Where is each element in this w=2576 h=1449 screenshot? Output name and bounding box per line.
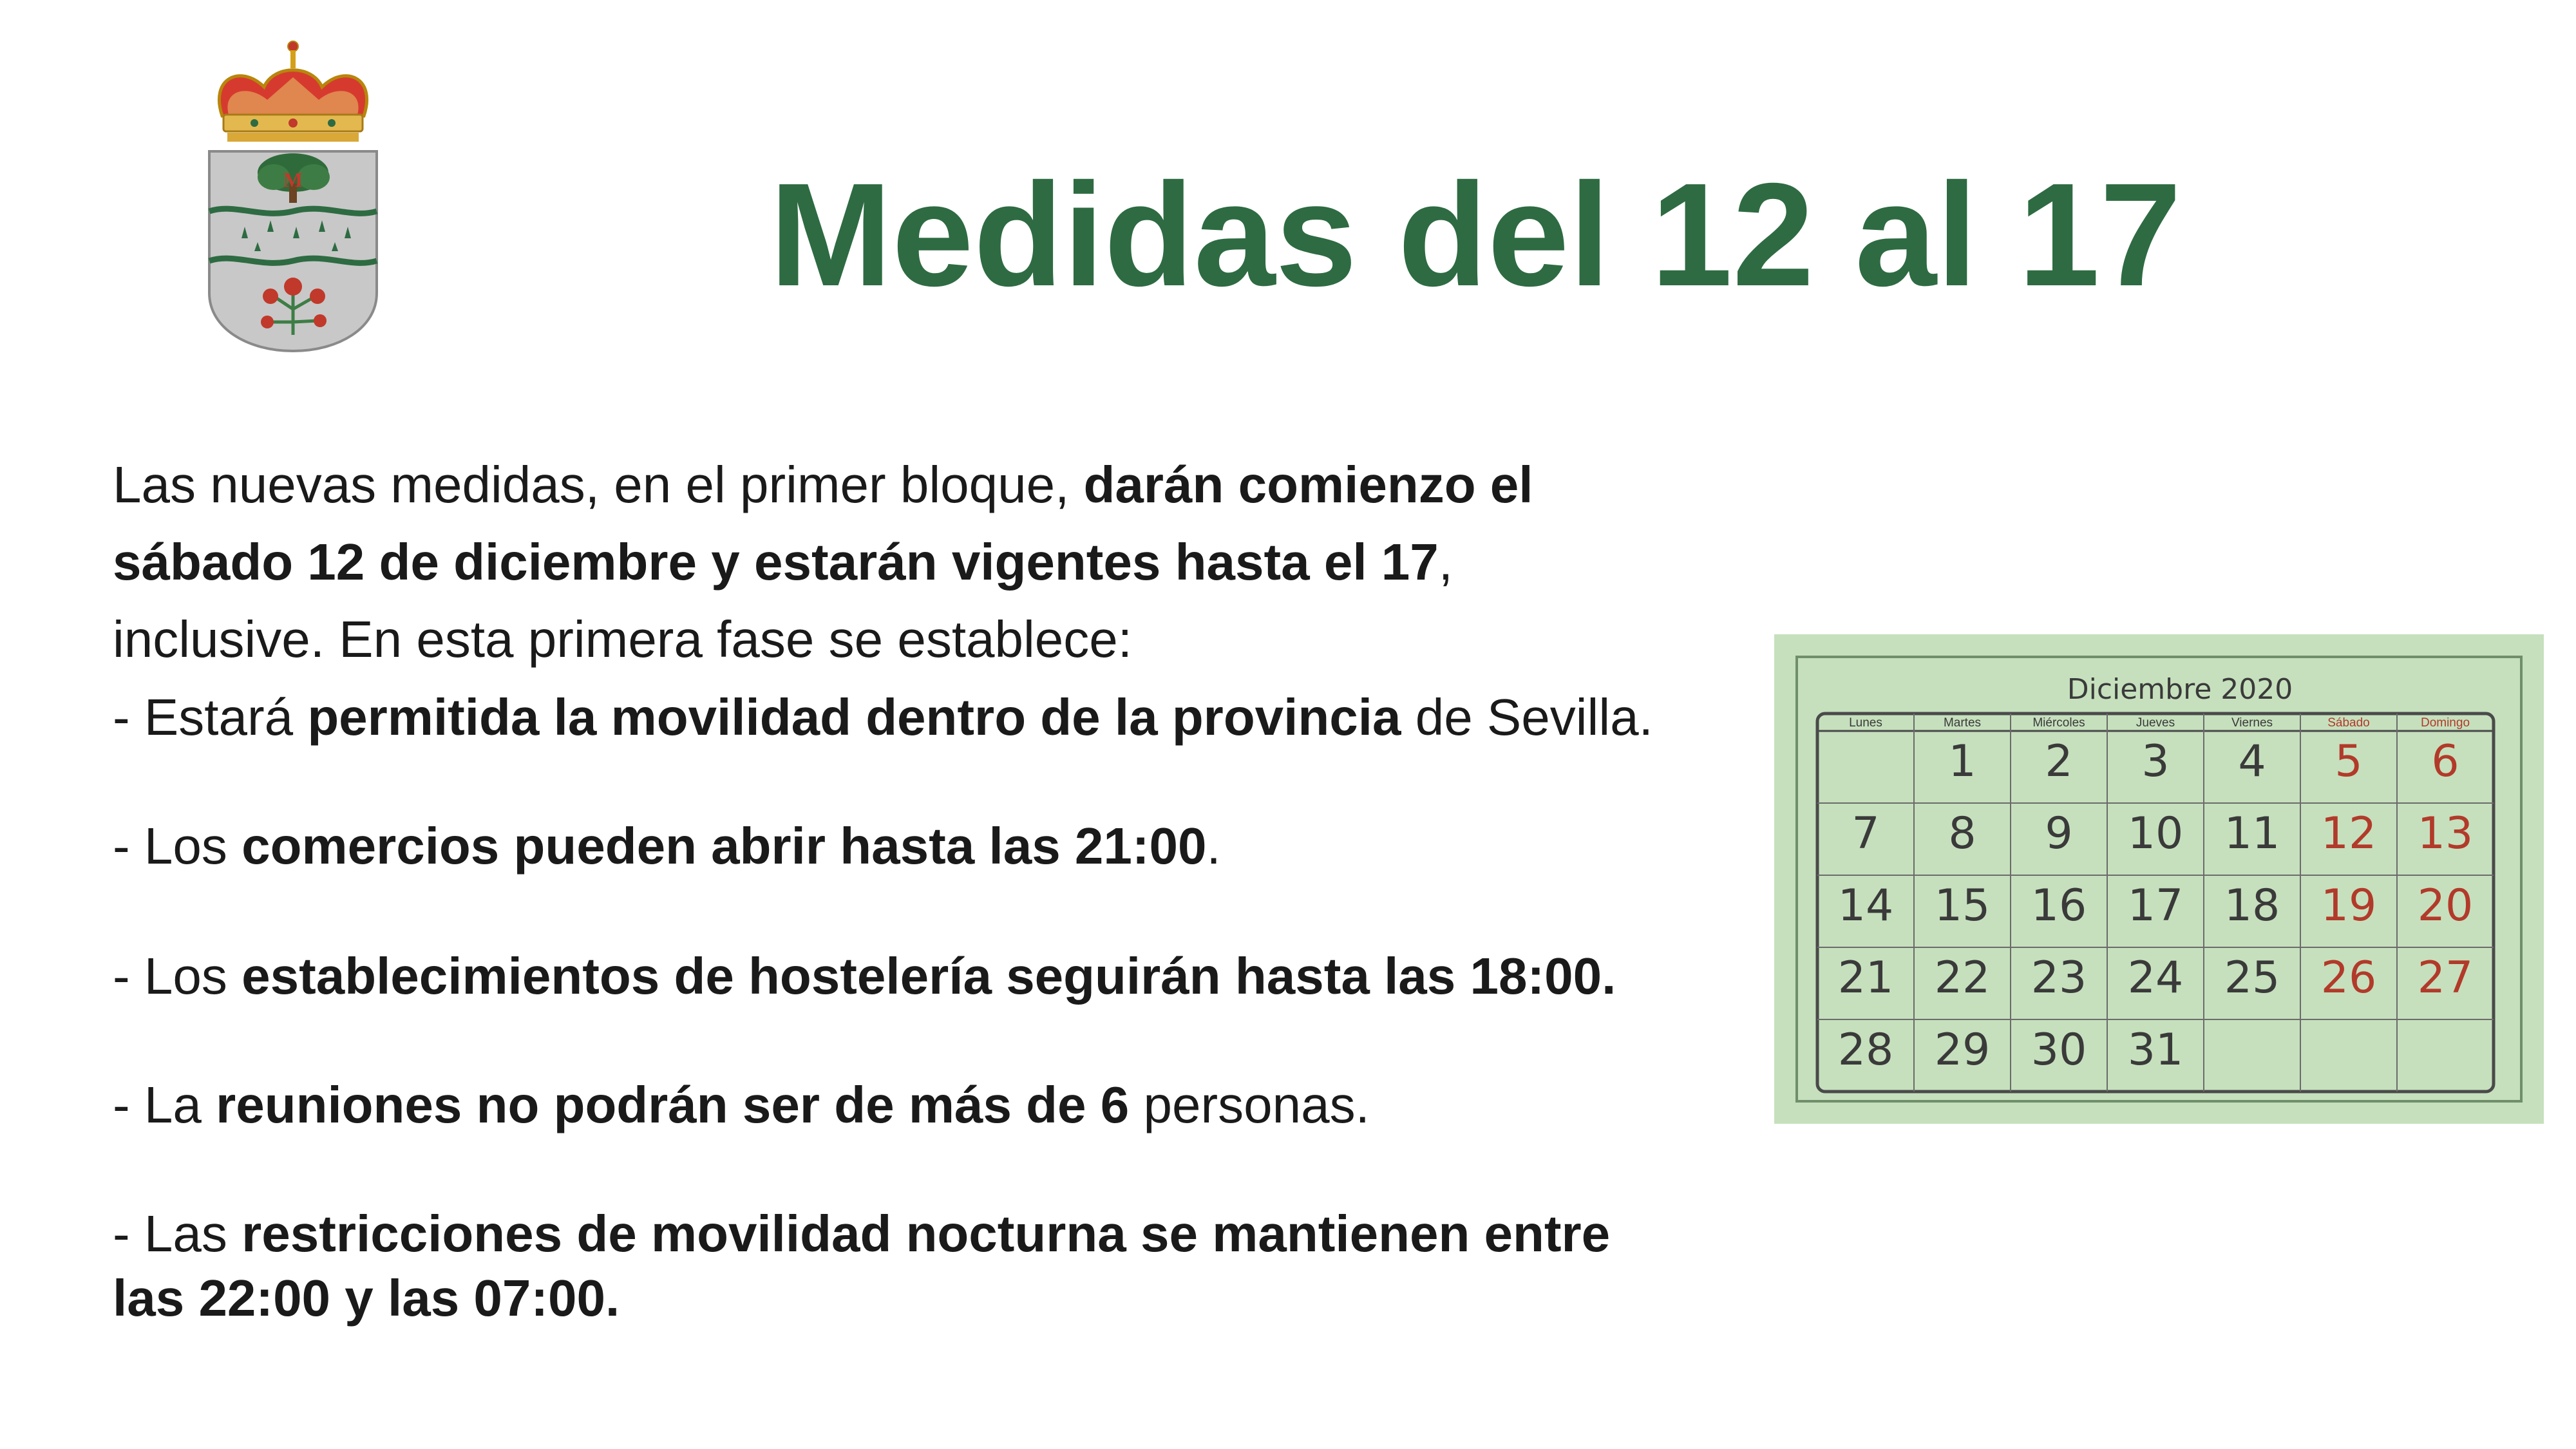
calendar-date: 5 — [2334, 736, 2363, 787]
intro-text: inclusive. En esta primera fase se establece: — [113, 611, 1133, 668]
calendar-day-header: Domingo — [2420, 716, 2470, 730]
item-reuniones: - La reuniones no podrán ser de más de 6 personas. — [113, 1076, 1370, 1133]
calendar-date: 9 — [2045, 808, 2073, 859]
calendar-date: 31 — [2127, 1025, 2184, 1075]
intro-text: Las nuevas medidas, en el primer bloque, — [113, 456, 1084, 513]
calendar-date: 8 — [1948, 808, 1976, 859]
calendar-date: 22 — [1934, 952, 1991, 1003]
item-nocturna: - Las restricciones de movilidad nocturna se mantienen entre — [113, 1205, 1611, 1262]
intro-line-1 — [113, 454, 1533, 516]
intro-text: , — [1438, 533, 1453, 591]
calendar-date: 1 — [1948, 736, 1976, 787]
calendar-day-header: Viernes — [2231, 716, 2273, 730]
calendar-title: Diciembre 2020 — [2067, 673, 2293, 706]
calendar-date: 17 — [2127, 880, 2184, 931]
coat-of-arms-logo — [203, 39, 383, 354]
intro-line-2 — [113, 531, 1453, 593]
calendar-date: 12 — [2320, 808, 2377, 859]
calendar-date: 4 — [2238, 736, 2266, 787]
page-title: Medidas del 12 al 17 — [770, 153, 2182, 317]
calendar-date: 24 — [2127, 952, 2184, 1003]
calendar-date: 26 — [2320, 952, 2377, 1003]
calendar-day-header: Miércoles — [2032, 716, 2085, 730]
calendar-day-header: Sábado — [2327, 716, 2370, 730]
calendar-day-header: Lunes — [1849, 716, 1882, 730]
calendar-date: 7 — [1852, 808, 1880, 859]
intro-line-3 — [113, 609, 1132, 670]
item-comercios: - Los comercios pueden abrir hasta las 21:00. — [113, 817, 1221, 875]
calendar-date: 18 — [2224, 880, 2280, 931]
item-nocturna-cont: las 22:00 y las 07:00. — [113, 1269, 620, 1327]
calendar-date: 23 — [2031, 952, 2087, 1003]
calendar-date: 15 — [1934, 880, 1991, 931]
calendar-date: 6 — [2431, 736, 2459, 787]
calendar-date: 20 — [2417, 880, 2474, 931]
calendar-date: 19 — [2320, 880, 2377, 931]
calendar-date: 13 — [2417, 808, 2474, 859]
calendar-date: 21 — [1837, 952, 1894, 1003]
calendar — [1774, 634, 2544, 1124]
calendar-date: 16 — [2031, 880, 2087, 931]
calendar-date: 28 — [1837, 1025, 1894, 1075]
calendar-date: 11 — [2224, 808, 2280, 859]
calendar-date: 14 — [1837, 880, 1894, 931]
calendar-day-header: Martes — [1943, 716, 1982, 730]
calendar-day-header: Jueves — [2136, 716, 2175, 730]
intro-highlight: darán comienzo el — [1083, 456, 1533, 513]
crown-icon — [219, 41, 366, 142]
intro-highlight: sábado 12 de diciembre y estarán vigentes hasta el 17 — [113, 533, 1439, 591]
calendar-date: 2 — [2045, 736, 2073, 787]
calendar-date: 30 — [2031, 1025, 2087, 1075]
calendar-date: 29 — [1934, 1025, 1991, 1075]
calendar-date: 3 — [2141, 736, 2170, 787]
item-hosteleria: - Los establecimientos de hostelería seguirán hasta las 18:00. — [113, 947, 1616, 1005]
item-movilidad: - Estará permitida la movilidad dentro de la provincia de Sevilla. — [113, 688, 1653, 746]
svg-text:M: M — [283, 168, 303, 191]
calendar-date: 27 — [2417, 952, 2474, 1003]
calendar-date: 10 — [2127, 808, 2184, 859]
calendar-date: 25 — [2224, 952, 2280, 1003]
